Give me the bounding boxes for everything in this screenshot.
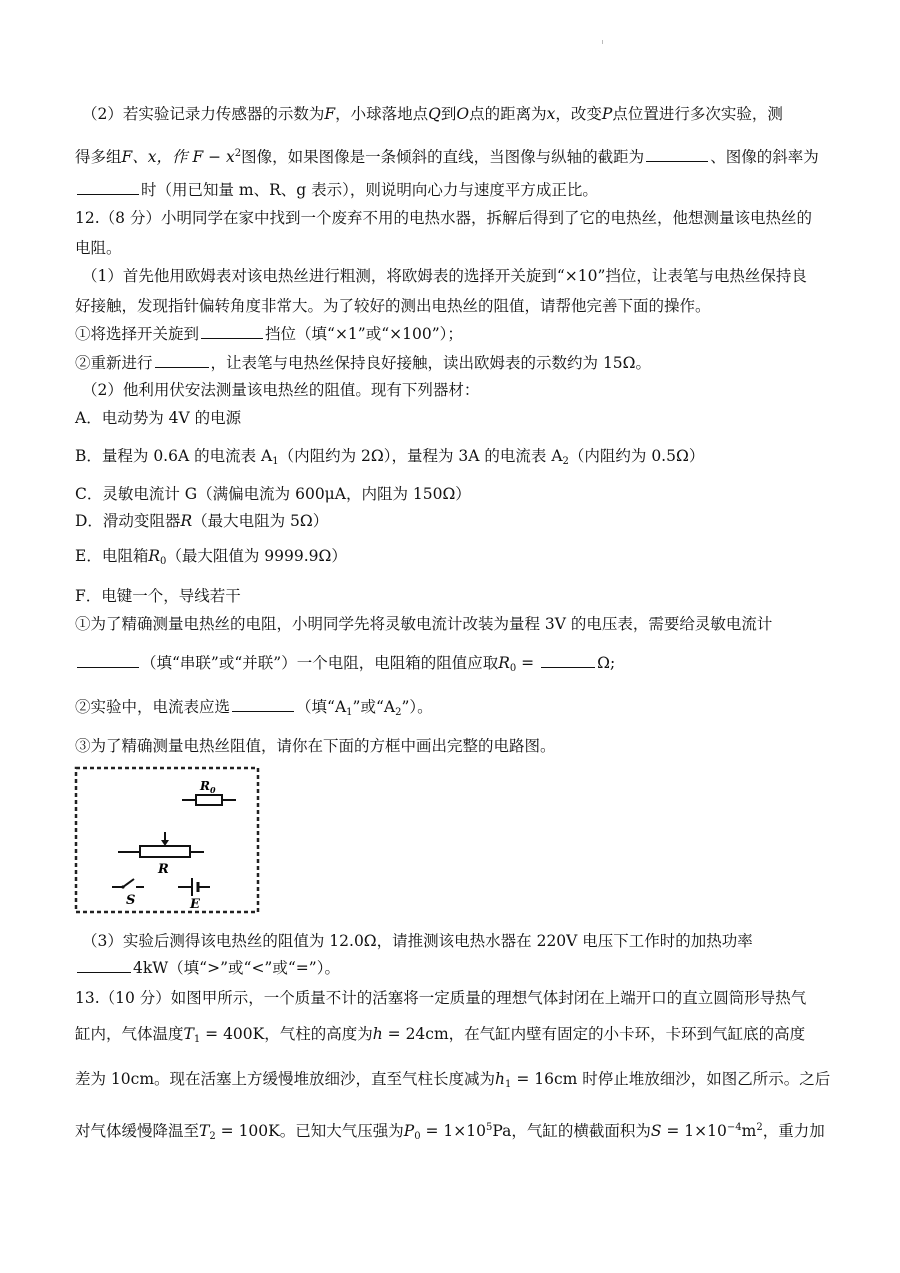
text: （填“串联”或“并联”）一个电阻，电阻箱的阻值应取	[141, 654, 499, 672]
q12-part1-line1: （1）首先他用欧姆表对该电热丝进行粗测，将欧姆表的选择开关旋到“×10”挡位，让表笔与电热丝保持良	[82, 267, 807, 285]
q12-part1-line2: 好接触，发现指针偏转角度非常大。为了较好的测出电热丝的阻值，请帮他完善下面的操作。	[75, 297, 711, 315]
symbol: h	[495, 1070, 506, 1088]
e-label: E	[190, 897, 200, 912]
text: = 1×10	[420, 1122, 486, 1140]
subscript: 0	[414, 1131, 421, 1142]
q12-sub3: ③为了精确测量电热丝阻值，请你在下面的方框中画出完整的电路图。	[75, 737, 556, 755]
q12-step1	[75, 324, 463, 344]
text: D．滑动变阻器	[75, 512, 181, 530]
rheostat-symbol	[118, 832, 204, 857]
text: （最大阻值为 9999.9Ω）	[166, 547, 347, 565]
text: m	[741, 1122, 757, 1140]
page-mark	[602, 40, 603, 44]
q11-part2-line1	[82, 104, 783, 124]
text: （最大电阻为 5Ω）	[192, 512, 329, 530]
option-b	[75, 446, 704, 472]
symbol: Q	[428, 105, 441, 123]
symbol: F	[324, 105, 336, 123]
symbol: S	[650, 1122, 662, 1140]
text: 图像，如果图像是一条倾斜的直线，当图像与纵轴的截距为	[241, 148, 645, 166]
answer-blank[interactable]	[541, 653, 595, 668]
superscript: 5	[485, 1122, 493, 1133]
q12-sub1-line1: ①为了精确测量电热丝的电阻，小明同学先将灵敏电流计改装为量程 3V 的电压表，需要给灵敏电流计	[75, 615, 773, 633]
q13-line4	[75, 1118, 825, 1147]
text: 缸内，气体温度	[75, 1025, 184, 1043]
subscript: 2	[209, 1131, 216, 1142]
text: = 100K。已知大气压强为	[215, 1122, 404, 1140]
symbol: O	[456, 105, 470, 123]
superscript: 2	[234, 148, 242, 159]
subscript: 2	[395, 707, 402, 718]
text: ，小球落地点	[335, 105, 429, 123]
q12-head-line1: 12.（8 分）小明同学在家中找到一个废弃不用的电热水器，拆解后得到了它的电热丝，他想测量该电热丝的	[75, 209, 812, 227]
q13-line3	[75, 1069, 830, 1095]
text: =	[516, 654, 540, 672]
text: （填“A	[296, 698, 347, 716]
q12-part2: （2）他利用伏安法测量该电热丝的阻值。现有下列器材：	[82, 381, 480, 399]
subscript: 1	[346, 707, 353, 718]
option-a: A．电动势为 4V 的电源	[75, 409, 242, 427]
subscript: 1	[505, 1079, 512, 1090]
text: 对气体缓慢降温至	[75, 1122, 200, 1140]
q12-part3-line2	[75, 958, 340, 978]
answer-blank[interactable]	[155, 353, 209, 368]
q11-part2-line3	[75, 180, 598, 200]
q12-step2	[75, 353, 651, 373]
text: （内阻约为 2Ω），量程为 3A 的电流表 A	[278, 447, 563, 465]
q12-sub2	[75, 697, 433, 723]
subscript: 1	[193, 1034, 201, 1045]
text: 点位置进行多次实验，测	[612, 105, 783, 123]
symbol: F、x，作	[121, 148, 188, 166]
switch-symbol	[112, 879, 144, 889]
text: B．量程为 0.6A 的电流表 A	[75, 447, 273, 465]
text: （内阻约为 0.5Ω）	[568, 447, 705, 465]
symbol: T	[183, 1025, 194, 1043]
formula: F − x	[192, 148, 235, 166]
subscript: 1	[272, 456, 279, 467]
symbol: P	[403, 1122, 415, 1140]
text: 到	[440, 105, 457, 123]
r-label: R	[158, 862, 169, 877]
r0-label: $R_0$	[200, 779, 216, 795]
text: 得多组	[75, 148, 122, 166]
text: ②实验中，电流表应选	[75, 698, 231, 716]
symbol: P	[601, 105, 613, 123]
text: 点的距离为	[469, 105, 547, 123]
resistor-box-symbol	[182, 795, 236, 805]
q11-part2-line2	[75, 144, 819, 167]
symbol: T	[199, 1122, 210, 1140]
option-d	[75, 511, 328, 531]
answer-blank[interactable]	[77, 958, 131, 973]
answer-blank[interactable]	[77, 653, 139, 668]
superscript: 2	[756, 1122, 763, 1133]
text: = 16cm 时停止堆放细沙，如图乙所示。之后	[511, 1070, 831, 1088]
s-label: S	[126, 893, 136, 908]
text: 4kW（填“>”或“<”或“=”）。	[133, 959, 340, 977]
text: ①将选择开关旋到	[75, 325, 200, 343]
option-c: C．灵敏电流计 G（满偏电流为 600μA，内阻为 150Ω）	[75, 485, 471, 503]
option-e	[75, 546, 347, 572]
symbol: R	[180, 512, 193, 530]
text: Pa，气缸的横截面积为	[492, 1122, 651, 1140]
text: = 24cm，在气缸内壁有固定的小卡环，卡环到气缸底的高度	[382, 1025, 806, 1043]
subscript: 0	[509, 663, 517, 674]
subscript: 2	[562, 456, 569, 467]
text: （2）若实验记录力传感器的示数为	[82, 105, 325, 123]
text: ②重新进行	[75, 354, 153, 372]
text: = 1×10	[661, 1122, 727, 1140]
answer-blank[interactable]	[646, 147, 708, 162]
symbol: R	[148, 547, 160, 565]
q13-line2	[75, 1024, 805, 1050]
q12-head-line2: 电阻。	[75, 239, 122, 257]
text: Ω;	[597, 654, 616, 672]
battery-symbol	[178, 878, 210, 896]
q13-line1: 13.（10 分）如图甲所示，一个质量不计的活塞将一定质量的理想气体封闭在上端开口的直立圆筒形导热气	[75, 989, 807, 1007]
symbol: h	[372, 1025, 383, 1043]
text: E．电阻箱	[75, 547, 149, 565]
symbol: R	[498, 654, 510, 672]
option-f: F．电键一个，导线若干	[75, 587, 241, 605]
q12-sub1-line2	[75, 653, 615, 679]
text: 挡位（填“×1”或“×100”）；	[265, 325, 463, 343]
text: ，改变	[555, 105, 602, 123]
text: ，让表笔与电热丝保持良好接触，读出欧姆表的示数约为 15Ω。	[210, 354, 652, 372]
text: 时（用已知量 m、R、g 表示），则说明向心力与速度平方成正比。	[141, 181, 598, 199]
text: ”或“A	[352, 698, 396, 716]
subscript: 0	[160, 556, 167, 567]
text: = 400K，气柱的高度为	[200, 1025, 373, 1043]
q12-part3-line1: （3）实验后测得该电热丝的阻值为 12.0Ω，请推测该电热水器在 220V 电压下工作时的加热功率	[82, 932, 753, 950]
answer-blank[interactable]	[232, 697, 294, 712]
superscript: −4	[726, 1122, 742, 1133]
answer-blank[interactable]	[201, 324, 263, 339]
text: ”）。	[401, 698, 433, 716]
answer-blank[interactable]	[77, 180, 139, 195]
text: ，重力加	[762, 1122, 825, 1140]
text: 、图像的斜率为	[710, 148, 819, 166]
symbol: x	[546, 105, 556, 123]
text: 差为 10cm。现在活塞上方缓慢堆放细沙，直至气柱长度减为	[75, 1070, 496, 1088]
circuit-diagram-box	[74, 766, 260, 914]
